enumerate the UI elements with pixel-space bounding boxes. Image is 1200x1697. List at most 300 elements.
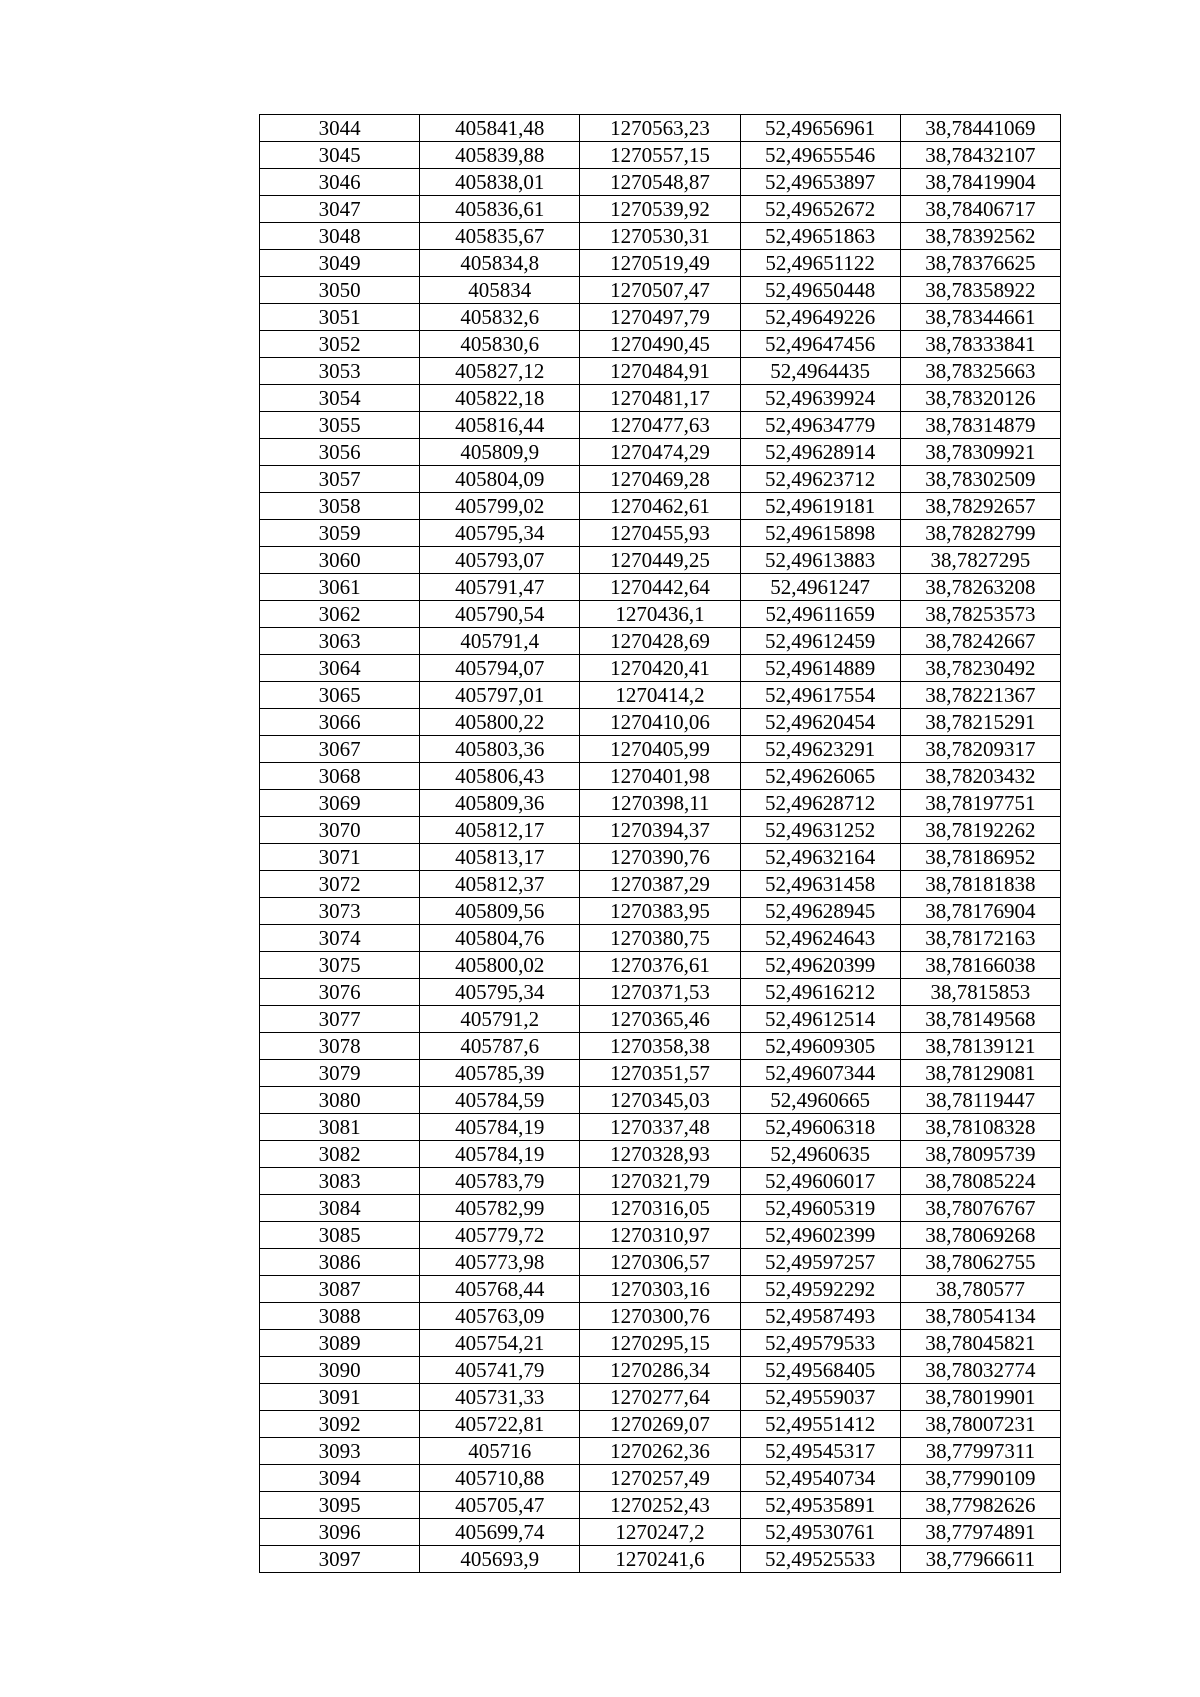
point-number-cell: 3082 [260, 1141, 420, 1168]
x-coordinate-cell: 405791,4 [420, 628, 580, 655]
coordinates-table [259, 114, 1061, 1573]
coordinates-table-body [260, 115, 1061, 1573]
table-row [260, 1222, 1061, 1249]
table-row [260, 709, 1061, 736]
latitude-cell: 52,49612459 [740, 628, 900, 655]
latitude-cell: 52,49650448 [740, 277, 900, 304]
y-coordinate-cell: 1270321,79 [580, 1168, 740, 1195]
latitude-cell: 52,4964435 [740, 358, 900, 385]
x-coordinate-cell: 405834 [420, 277, 580, 304]
x-coordinate-cell: 405716 [420, 1438, 580, 1465]
longitude-cell: 38,78263208 [900, 574, 1060, 601]
longitude-cell: 38,78119447 [900, 1087, 1060, 1114]
x-coordinate-cell: 405799,02 [420, 493, 580, 520]
point-number-cell: 3069 [260, 790, 420, 817]
y-coordinate-cell: 1270376,61 [580, 952, 740, 979]
latitude-cell: 52,49632164 [740, 844, 900, 871]
latitude-cell: 52,49615898 [740, 520, 900, 547]
point-number-cell: 3060 [260, 547, 420, 574]
latitude-cell: 52,49639924 [740, 385, 900, 412]
point-number-cell: 3049 [260, 250, 420, 277]
x-coordinate-cell: 405813,17 [420, 844, 580, 871]
table-row [260, 790, 1061, 817]
table-row [260, 223, 1061, 250]
x-coordinate-cell: 405793,07 [420, 547, 580, 574]
x-coordinate-cell: 405812,17 [420, 817, 580, 844]
latitude-cell: 52,49606318 [740, 1114, 900, 1141]
longitude-cell: 38,78172163 [900, 925, 1060, 952]
x-coordinate-cell: 405791,2 [420, 1006, 580, 1033]
x-coordinate-cell: 405809,9 [420, 439, 580, 466]
longitude-cell: 38,77982626 [900, 1492, 1060, 1519]
longitude-cell: 38,78062755 [900, 1249, 1060, 1276]
point-number-cell: 3051 [260, 304, 420, 331]
table-row [260, 169, 1061, 196]
table-row [260, 1033, 1061, 1060]
x-coordinate-cell: 405693,9 [420, 1546, 580, 1573]
x-coordinate-cell: 405839,88 [420, 142, 580, 169]
x-coordinate-cell: 405795,34 [420, 979, 580, 1006]
y-coordinate-cell: 1270410,06 [580, 709, 740, 736]
x-coordinate-cell: 405800,02 [420, 952, 580, 979]
longitude-cell: 38,78309921 [900, 439, 1060, 466]
x-coordinate-cell: 405784,19 [420, 1114, 580, 1141]
latitude-cell: 52,49624643 [740, 925, 900, 952]
longitude-cell: 38,78320126 [900, 385, 1060, 412]
y-coordinate-cell: 1270469,28 [580, 466, 740, 493]
longitude-cell: 38,78230492 [900, 655, 1060, 682]
point-number-cell: 3086 [260, 1249, 420, 1276]
table-row [260, 1195, 1061, 1222]
y-coordinate-cell: 1270497,79 [580, 304, 740, 331]
x-coordinate-cell: 405782,99 [420, 1195, 580, 1222]
table-row [260, 358, 1061, 385]
longitude-cell: 38,78376625 [900, 250, 1060, 277]
table-row [260, 1384, 1061, 1411]
y-coordinate-cell: 1270455,93 [580, 520, 740, 547]
x-coordinate-cell: 405806,43 [420, 763, 580, 790]
x-coordinate-cell: 405784,59 [420, 1087, 580, 1114]
point-number-cell: 3055 [260, 412, 420, 439]
x-coordinate-cell: 405779,72 [420, 1222, 580, 1249]
longitude-cell: 38,78333841 [900, 331, 1060, 358]
point-number-cell: 3054 [260, 385, 420, 412]
x-coordinate-cell: 405794,07 [420, 655, 580, 682]
y-coordinate-cell: 1270316,05 [580, 1195, 740, 1222]
longitude-cell: 38,78392562 [900, 223, 1060, 250]
table-row [260, 1357, 1061, 1384]
latitude-cell: 52,49597257 [740, 1249, 900, 1276]
longitude-cell: 38,78242667 [900, 628, 1060, 655]
table-row [260, 1060, 1061, 1087]
x-coordinate-cell: 405803,36 [420, 736, 580, 763]
table-row [260, 1168, 1061, 1195]
latitude-cell: 52,49606017 [740, 1168, 900, 1195]
y-coordinate-cell: 1270351,57 [580, 1060, 740, 1087]
y-coordinate-cell: 1270490,45 [580, 331, 740, 358]
y-coordinate-cell: 1270328,93 [580, 1141, 740, 1168]
latitude-cell: 52,49623712 [740, 466, 900, 493]
latitude-cell: 52,49540734 [740, 1465, 900, 1492]
longitude-cell: 38,78176904 [900, 898, 1060, 925]
latitude-cell: 52,49607344 [740, 1060, 900, 1087]
latitude-cell: 52,49605319 [740, 1195, 900, 1222]
longitude-cell: 38,78095739 [900, 1141, 1060, 1168]
x-coordinate-cell: 405791,47 [420, 574, 580, 601]
latitude-cell: 52,49619181 [740, 493, 900, 520]
point-number-cell: 3068 [260, 763, 420, 790]
latitude-cell: 52,49612514 [740, 1006, 900, 1033]
latitude-cell: 52,49614889 [740, 655, 900, 682]
table-row [260, 466, 1061, 493]
y-coordinate-cell: 1270300,76 [580, 1303, 740, 1330]
longitude-cell: 38,780577 [900, 1276, 1060, 1303]
longitude-cell: 38,78215291 [900, 709, 1060, 736]
y-coordinate-cell: 1270371,53 [580, 979, 740, 1006]
table-row [260, 385, 1061, 412]
point-number-cell: 3075 [260, 952, 420, 979]
latitude-cell: 52,49620454 [740, 709, 900, 736]
point-number-cell: 3058 [260, 493, 420, 520]
y-coordinate-cell: 1270442,64 [580, 574, 740, 601]
y-coordinate-cell: 1270306,57 [580, 1249, 740, 1276]
x-coordinate-cell: 405797,01 [420, 682, 580, 709]
table-row [260, 493, 1061, 520]
table-row [260, 1276, 1061, 1303]
table-row [260, 277, 1061, 304]
point-number-cell: 3085 [260, 1222, 420, 1249]
point-number-cell: 3045 [260, 142, 420, 169]
point-number-cell: 3059 [260, 520, 420, 547]
x-coordinate-cell: 405787,6 [420, 1033, 580, 1060]
y-coordinate-cell: 1270474,29 [580, 439, 740, 466]
x-coordinate-cell: 405827,12 [420, 358, 580, 385]
latitude-cell: 52,49626065 [740, 763, 900, 790]
table-row [260, 1330, 1061, 1357]
latitude-cell: 52,49587493 [740, 1303, 900, 1330]
table-row [260, 601, 1061, 628]
x-coordinate-cell: 405832,6 [420, 304, 580, 331]
table-row [260, 736, 1061, 763]
x-coordinate-cell: 405783,79 [420, 1168, 580, 1195]
latitude-cell: 52,49623291 [740, 736, 900, 763]
longitude-cell: 38,78085224 [900, 1168, 1060, 1195]
point-number-cell: 3095 [260, 1492, 420, 1519]
y-coordinate-cell: 1270303,16 [580, 1276, 740, 1303]
y-coordinate-cell: 1270414,2 [580, 682, 740, 709]
longitude-cell: 38,78253573 [900, 601, 1060, 628]
x-coordinate-cell: 405785,39 [420, 1060, 580, 1087]
point-number-cell: 3090 [260, 1357, 420, 1384]
table-row [260, 1249, 1061, 1276]
longitude-cell: 38,77974891 [900, 1519, 1060, 1546]
x-coordinate-cell: 405804,76 [420, 925, 580, 952]
longitude-cell: 38,78419904 [900, 169, 1060, 196]
x-coordinate-cell: 405804,09 [420, 466, 580, 493]
point-number-cell: 3093 [260, 1438, 420, 1465]
point-number-cell: 3081 [260, 1114, 420, 1141]
point-number-cell: 3094 [260, 1465, 420, 1492]
table-row [260, 547, 1061, 574]
table-row [260, 628, 1061, 655]
longitude-cell: 38,78076767 [900, 1195, 1060, 1222]
table-row [260, 115, 1061, 142]
point-number-cell: 3078 [260, 1033, 420, 1060]
longitude-cell: 38,78441069 [900, 115, 1060, 142]
longitude-cell: 38,78069268 [900, 1222, 1060, 1249]
latitude-cell: 52,49616212 [740, 979, 900, 1006]
table-row [260, 1546, 1061, 1573]
y-coordinate-cell: 1270563,23 [580, 115, 740, 142]
longitude-cell: 38,78221367 [900, 682, 1060, 709]
latitude-cell: 52,49611659 [740, 601, 900, 628]
table-row [260, 1465, 1061, 1492]
latitude-cell: 52,49592292 [740, 1276, 900, 1303]
latitude-cell: 52,49551412 [740, 1411, 900, 1438]
longitude-cell: 38,78129081 [900, 1060, 1060, 1087]
y-coordinate-cell: 1270390,76 [580, 844, 740, 871]
latitude-cell: 52,49602399 [740, 1222, 900, 1249]
longitude-cell: 38,78302509 [900, 466, 1060, 493]
y-coordinate-cell: 1270398,11 [580, 790, 740, 817]
point-number-cell: 3066 [260, 709, 420, 736]
x-coordinate-cell: 405768,44 [420, 1276, 580, 1303]
y-coordinate-cell: 1270507,47 [580, 277, 740, 304]
y-coordinate-cell: 1270401,98 [580, 763, 740, 790]
y-coordinate-cell: 1270241,6 [580, 1546, 740, 1573]
y-coordinate-cell: 1270380,75 [580, 925, 740, 952]
table-row [260, 871, 1061, 898]
longitude-cell: 38,78209317 [900, 736, 1060, 763]
x-coordinate-cell: 405763,09 [420, 1303, 580, 1330]
longitude-cell: 38,77990109 [900, 1465, 1060, 1492]
latitude-cell: 52,4960665 [740, 1087, 900, 1114]
table-row [260, 196, 1061, 223]
x-coordinate-cell: 405754,21 [420, 1330, 580, 1357]
table-row [260, 925, 1061, 952]
longitude-cell: 38,7827295 [900, 547, 1060, 574]
point-number-cell: 3053 [260, 358, 420, 385]
table-row [260, 655, 1061, 682]
point-number-cell: 3084 [260, 1195, 420, 1222]
y-coordinate-cell: 1270310,97 [580, 1222, 740, 1249]
point-number-cell: 3088 [260, 1303, 420, 1330]
x-coordinate-cell: 405816,44 [420, 412, 580, 439]
y-coordinate-cell: 1270257,49 [580, 1465, 740, 1492]
latitude-cell: 52,49628945 [740, 898, 900, 925]
table-row [260, 844, 1061, 871]
latitude-cell: 52,49655546 [740, 142, 900, 169]
point-number-cell: 3050 [260, 277, 420, 304]
longitude-cell: 38,78406717 [900, 196, 1060, 223]
longitude-cell: 38,7815853 [900, 979, 1060, 1006]
point-number-cell: 3067 [260, 736, 420, 763]
y-coordinate-cell: 1270387,29 [580, 871, 740, 898]
point-number-cell: 3080 [260, 1087, 420, 1114]
longitude-cell: 38,78197751 [900, 790, 1060, 817]
table-row [260, 439, 1061, 466]
table-row [260, 250, 1061, 277]
latitude-cell: 52,49617554 [740, 682, 900, 709]
y-coordinate-cell: 1270358,38 [580, 1033, 740, 1060]
latitude-cell: 52,49613883 [740, 547, 900, 574]
latitude-cell: 52,49634779 [740, 412, 900, 439]
table-row [260, 142, 1061, 169]
y-coordinate-cell: 1270477,63 [580, 412, 740, 439]
y-coordinate-cell: 1270519,49 [580, 250, 740, 277]
longitude-cell: 38,78192262 [900, 817, 1060, 844]
point-number-cell: 3048 [260, 223, 420, 250]
point-number-cell: 3091 [260, 1384, 420, 1411]
point-number-cell: 3046 [260, 169, 420, 196]
longitude-cell: 38,78007231 [900, 1411, 1060, 1438]
point-number-cell: 3047 [260, 196, 420, 223]
x-coordinate-cell: 405836,61 [420, 196, 580, 223]
y-coordinate-cell: 1270345,03 [580, 1087, 740, 1114]
x-coordinate-cell: 405812,37 [420, 871, 580, 898]
table-row [260, 1114, 1061, 1141]
point-number-cell: 3065 [260, 682, 420, 709]
table-row [260, 979, 1061, 1006]
longitude-cell: 38,78054134 [900, 1303, 1060, 1330]
table-row [260, 763, 1061, 790]
x-coordinate-cell: 405834,8 [420, 250, 580, 277]
point-number-cell: 3076 [260, 979, 420, 1006]
longitude-cell: 38,78045821 [900, 1330, 1060, 1357]
y-coordinate-cell: 1270405,99 [580, 736, 740, 763]
table-row [260, 412, 1061, 439]
latitude-cell: 52,49609305 [740, 1033, 900, 1060]
longitude-cell: 38,78358922 [900, 277, 1060, 304]
latitude-cell: 52,49545317 [740, 1438, 900, 1465]
point-number-cell: 3073 [260, 898, 420, 925]
point-number-cell: 3052 [260, 331, 420, 358]
table-row [260, 520, 1061, 547]
y-coordinate-cell: 1270277,64 [580, 1384, 740, 1411]
x-coordinate-cell: 405705,47 [420, 1492, 580, 1519]
x-coordinate-cell: 405773,98 [420, 1249, 580, 1276]
latitude-cell: 52,49628712 [740, 790, 900, 817]
y-coordinate-cell: 1270286,34 [580, 1357, 740, 1384]
latitude-cell: 52,49651122 [740, 250, 900, 277]
point-number-cell: 3072 [260, 871, 420, 898]
x-coordinate-cell: 405741,79 [420, 1357, 580, 1384]
table-row [260, 1492, 1061, 1519]
y-coordinate-cell: 1270337,48 [580, 1114, 740, 1141]
latitude-cell: 52,49568405 [740, 1357, 900, 1384]
latitude-cell: 52,49656961 [740, 115, 900, 142]
x-coordinate-cell: 405809,36 [420, 790, 580, 817]
point-number-cell: 3062 [260, 601, 420, 628]
longitude-cell: 38,78344661 [900, 304, 1060, 331]
longitude-cell: 38,78032774 [900, 1357, 1060, 1384]
table-row [260, 817, 1061, 844]
point-number-cell: 3057 [260, 466, 420, 493]
point-number-cell: 3070 [260, 817, 420, 844]
latitude-cell: 52,49652672 [740, 196, 900, 223]
latitude-cell: 52,49530761 [740, 1519, 900, 1546]
latitude-cell: 52,49649226 [740, 304, 900, 331]
y-coordinate-cell: 1270530,31 [580, 223, 740, 250]
table-row [260, 1411, 1061, 1438]
point-number-cell: 3079 [260, 1060, 420, 1087]
longitude-cell: 38,78019901 [900, 1384, 1060, 1411]
table-row [260, 1006, 1061, 1033]
point-number-cell: 3071 [260, 844, 420, 871]
y-coordinate-cell: 1270481,17 [580, 385, 740, 412]
latitude-cell: 52,49631252 [740, 817, 900, 844]
latitude-cell: 52,49535891 [740, 1492, 900, 1519]
longitude-cell: 38,78292657 [900, 493, 1060, 520]
point-number-cell: 3096 [260, 1519, 420, 1546]
longitude-cell: 38,78203432 [900, 763, 1060, 790]
longitude-cell: 38,78432107 [900, 142, 1060, 169]
y-coordinate-cell: 1270252,43 [580, 1492, 740, 1519]
latitude-cell: 52,49631458 [740, 871, 900, 898]
longitude-cell: 38,78181838 [900, 871, 1060, 898]
y-coordinate-cell: 1270383,95 [580, 898, 740, 925]
latitude-cell: 52,49579533 [740, 1330, 900, 1357]
table-row [260, 1141, 1061, 1168]
y-coordinate-cell: 1270449,25 [580, 547, 740, 574]
x-coordinate-cell: 405784,19 [420, 1141, 580, 1168]
point-number-cell: 3087 [260, 1276, 420, 1303]
y-coordinate-cell: 1270548,87 [580, 169, 740, 196]
y-coordinate-cell: 1270462,61 [580, 493, 740, 520]
table-row [260, 331, 1061, 358]
y-coordinate-cell: 1270420,41 [580, 655, 740, 682]
table-row [260, 304, 1061, 331]
table-row [260, 1303, 1061, 1330]
y-coordinate-cell: 1270394,37 [580, 817, 740, 844]
x-coordinate-cell: 405731,33 [420, 1384, 580, 1411]
point-number-cell: 3092 [260, 1411, 420, 1438]
x-coordinate-cell: 405710,88 [420, 1465, 580, 1492]
longitude-cell: 38,78314879 [900, 412, 1060, 439]
longitude-cell: 38,78108328 [900, 1114, 1060, 1141]
table-row [260, 1087, 1061, 1114]
point-number-cell: 3063 [260, 628, 420, 655]
table-row [260, 952, 1061, 979]
latitude-cell: 52,4961247 [740, 574, 900, 601]
point-number-cell: 3064 [260, 655, 420, 682]
x-coordinate-cell: 405830,6 [420, 331, 580, 358]
x-coordinate-cell: 405790,54 [420, 601, 580, 628]
latitude-cell: 52,49525533 [740, 1546, 900, 1573]
table-row [260, 682, 1061, 709]
latitude-cell: 52,49559037 [740, 1384, 900, 1411]
point-number-cell: 3061 [260, 574, 420, 601]
longitude-cell: 38,77997311 [900, 1438, 1060, 1465]
x-coordinate-cell: 405835,67 [420, 223, 580, 250]
latitude-cell: 52,49620399 [740, 952, 900, 979]
latitude-cell: 52,4960635 [740, 1141, 900, 1168]
x-coordinate-cell: 405841,48 [420, 115, 580, 142]
longitude-cell: 38,78139121 [900, 1033, 1060, 1060]
point-number-cell: 3089 [260, 1330, 420, 1357]
x-coordinate-cell: 405822,18 [420, 385, 580, 412]
x-coordinate-cell: 405809,56 [420, 898, 580, 925]
y-coordinate-cell: 1270436,1 [580, 601, 740, 628]
point-number-cell: 3044 [260, 115, 420, 142]
point-number-cell: 3083 [260, 1168, 420, 1195]
y-coordinate-cell: 1270247,2 [580, 1519, 740, 1546]
x-coordinate-cell: 405699,74 [420, 1519, 580, 1546]
longitude-cell: 38,78149568 [900, 1006, 1060, 1033]
y-coordinate-cell: 1270557,15 [580, 142, 740, 169]
y-coordinate-cell: 1270428,69 [580, 628, 740, 655]
longitude-cell: 38,78166038 [900, 952, 1060, 979]
